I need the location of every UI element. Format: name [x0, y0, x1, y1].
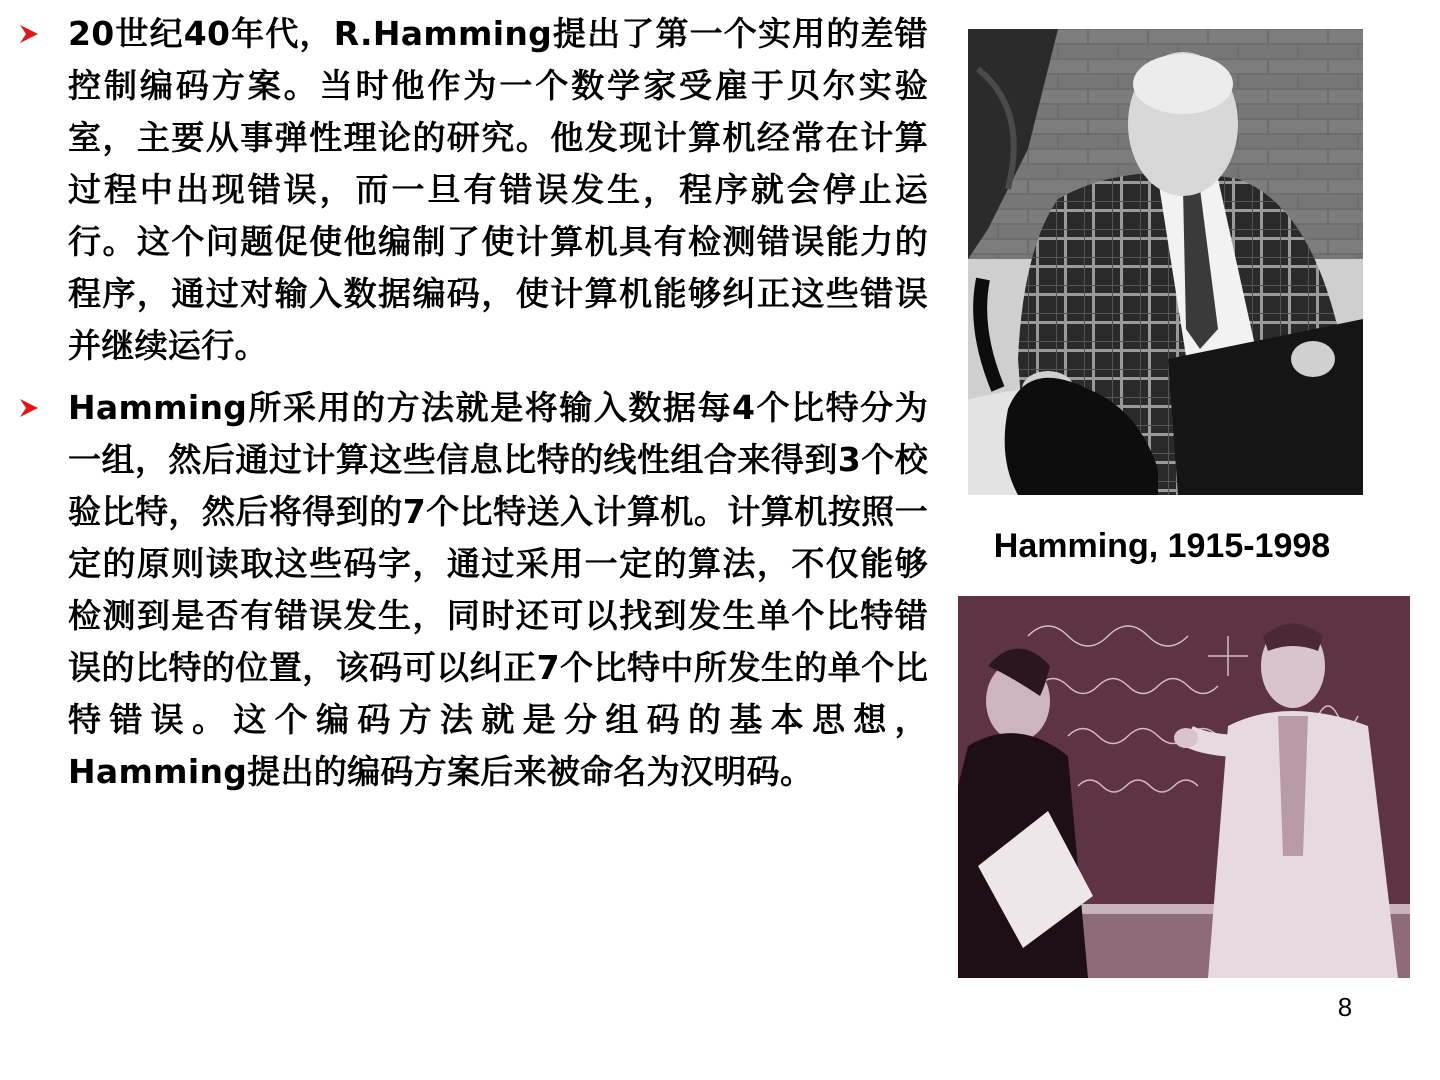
bullet-list [18, 8, 928, 808]
bullet-text-1: 20世纪40年代，R.Hamming提出了第一个实用的差错控制编码方案。当时他作为一个数学家受雇于贝尔实验室，主要从事弹性理论的研究。他发现计算机经常在计算过程中出现错误，而一旦有错误发生，程序就会停止运行。这个问题促使他编制了使计算机具有检测错误能力的程序，通过对输入数据编码，使计算机能够纠正这些错误并继续运行。 [68, 14, 928, 365]
blackboard-photo [958, 596, 1410, 978]
hamming-portrait-photo [968, 29, 1363, 495]
bullet-item-1 [18, 8, 928, 372]
bullet-text-2: Hamming所采用的方法就是将输入数据每4个比特分为一组，然后通过计算这些信息比特的线性组合来得到3个校验比特，然后将得到的7个比特送入计算机。计算机按照一定的原则读取这些码字，通过采用一定的算法，不仅能够检测到是否有错误发生，同时还可以找到发生单个比特错误的比特的位置，该码可以纠正7个比特中所发生的单个比特错误。这个编码方法就是分组码的基本思想，Hamming提出的编码方案后来被命名为汉明码。 [68, 388, 928, 791]
page-number: 8 [1337, 992, 1353, 1022]
bullet-item-2 [18, 382, 928, 798]
red-arrowhead-icon [18, 23, 40, 45]
photo-caption: Hamming, 1915-1998 [993, 527, 1331, 565]
red-arrowhead-icon [18, 397, 40, 419]
